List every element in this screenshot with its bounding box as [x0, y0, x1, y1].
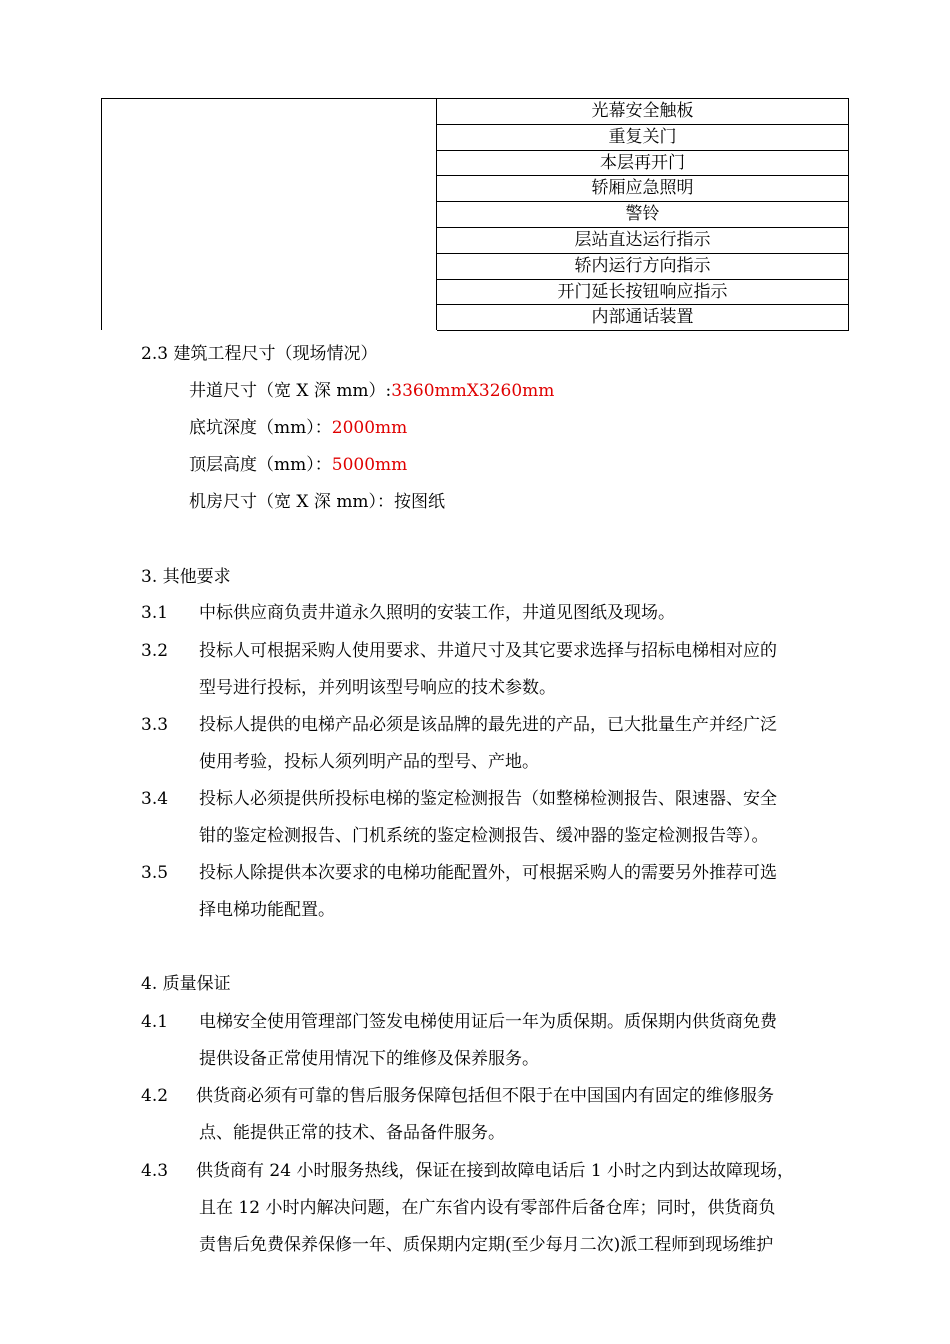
- item-number: 3.1: [141, 603, 169, 623]
- item-line: 且在 12 小时内解决问题，在广东省内设有零部件后备仓库；同时，供货商负: [199, 1198, 776, 1218]
- table-row: 光幕安全触板: [437, 99, 848, 125]
- shaft-size-line: [189, 379, 554, 403]
- item-line: 提供设备正常使用情况下的维修及保养服务。: [199, 1049, 539, 1069]
- item-line: 钳的鉴定检测报告、门机系统的鉴定检测报告、缓冲器的鉴定检测报告等）。: [199, 826, 769, 846]
- section-2-3-heading: 2.3 建筑工程尺寸（现场情况）: [141, 344, 378, 364]
- item-line: 电梯安全使用管理部门签发电梯使用证后一年为质保期。质保期内供货商免费: [199, 1012, 777, 1032]
- item-number: 3.3: [141, 715, 169, 735]
- table-row: 开门延长按钮响应指示: [437, 280, 848, 306]
- item-line: 供货商必须有可靠的售后服务保障包括但不限于在中国国内有固定的维修服务: [196, 1086, 774, 1106]
- table-row: 层站直达运行指示: [437, 228, 848, 254]
- table-row: 轿内运行方向指示: [437, 254, 848, 280]
- item-line: 中标供应商负责井道永久照明的安装工作，井道见图纸及现场。: [199, 603, 675, 623]
- item-line: 责售后免费保养保修一年、质保期内定期(至少每月二次)派工程师到现场维护: [199, 1235, 774, 1255]
- item-number: 4.3: [141, 1161, 169, 1181]
- item-line: 供货商有 24 小时服务热线，保证在接到故障电话后 1 小时之内到达故障现场，: [196, 1161, 795, 1181]
- feature-table: [101, 98, 849, 330]
- item-number: 4.2: [141, 1086, 169, 1106]
- pit-depth-label: 底坑深度（mm）：: [189, 418, 332, 438]
- pit-depth-line: [189, 416, 407, 440]
- item-number: 3.4: [141, 789, 169, 809]
- item-line: 型号进行投标，并列明该型号响应的技术参数。: [199, 678, 556, 698]
- table-row: 内部通话装置: [437, 305, 848, 331]
- top-floor-height-label: 顶层高度（mm）：: [189, 455, 332, 475]
- table-left-cell: [101, 98, 437, 330]
- item-line: 投标人提供的电梯产品必须是该品牌的最先进的产品，已大批量生产并经广泛: [199, 715, 777, 735]
- section-3-heading: 3. 其他要求: [141, 567, 231, 587]
- section-4-heading: 4. 质量保证: [141, 974, 231, 994]
- shaft-size-value: 3360mmX3260mm: [391, 381, 555, 401]
- item-number: 3.2: [141, 641, 169, 661]
- item-number: 3.5: [141, 863, 169, 883]
- top-floor-height-value: 5000mm: [331, 455, 408, 475]
- item-line: 投标人除提供本次要求的电梯功能配置外，可根据采购人的需要另外推荐可选: [199, 863, 777, 883]
- machine-room-line: 机房尺寸（宽 X 深 mm）：按图纸: [189, 492, 446, 512]
- pit-depth-value: 2000mm: [331, 418, 408, 438]
- item-line: 点、能提供正常的技术、备品备件服务。: [199, 1123, 505, 1143]
- table-row: 重复关门: [437, 125, 848, 151]
- item-line: 择电梯功能配置。: [199, 900, 335, 920]
- item-number: 4.1: [141, 1012, 169, 1032]
- table-row: 本层再开门: [437, 151, 848, 177]
- table-row: 警铃: [437, 202, 848, 228]
- item-line: 使用考验，投标人须列明产品的型号、产地。: [199, 752, 539, 772]
- item-line: 投标人必须提供所投标电梯的鉴定检测报告（如整梯检测报告、限速器、安全: [199, 789, 777, 809]
- shaft-size-label: 井道尺寸（宽 X 深 mm）:: [189, 381, 392, 401]
- table-row: 轿厢应急照明: [437, 176, 848, 202]
- top-floor-height-line: [189, 453, 407, 477]
- item-line: 投标人可根据采购人使用要求、井道尺寸及其它要求选择与招标电梯相对应的: [199, 641, 777, 661]
- table-right-column: [437, 98, 849, 331]
